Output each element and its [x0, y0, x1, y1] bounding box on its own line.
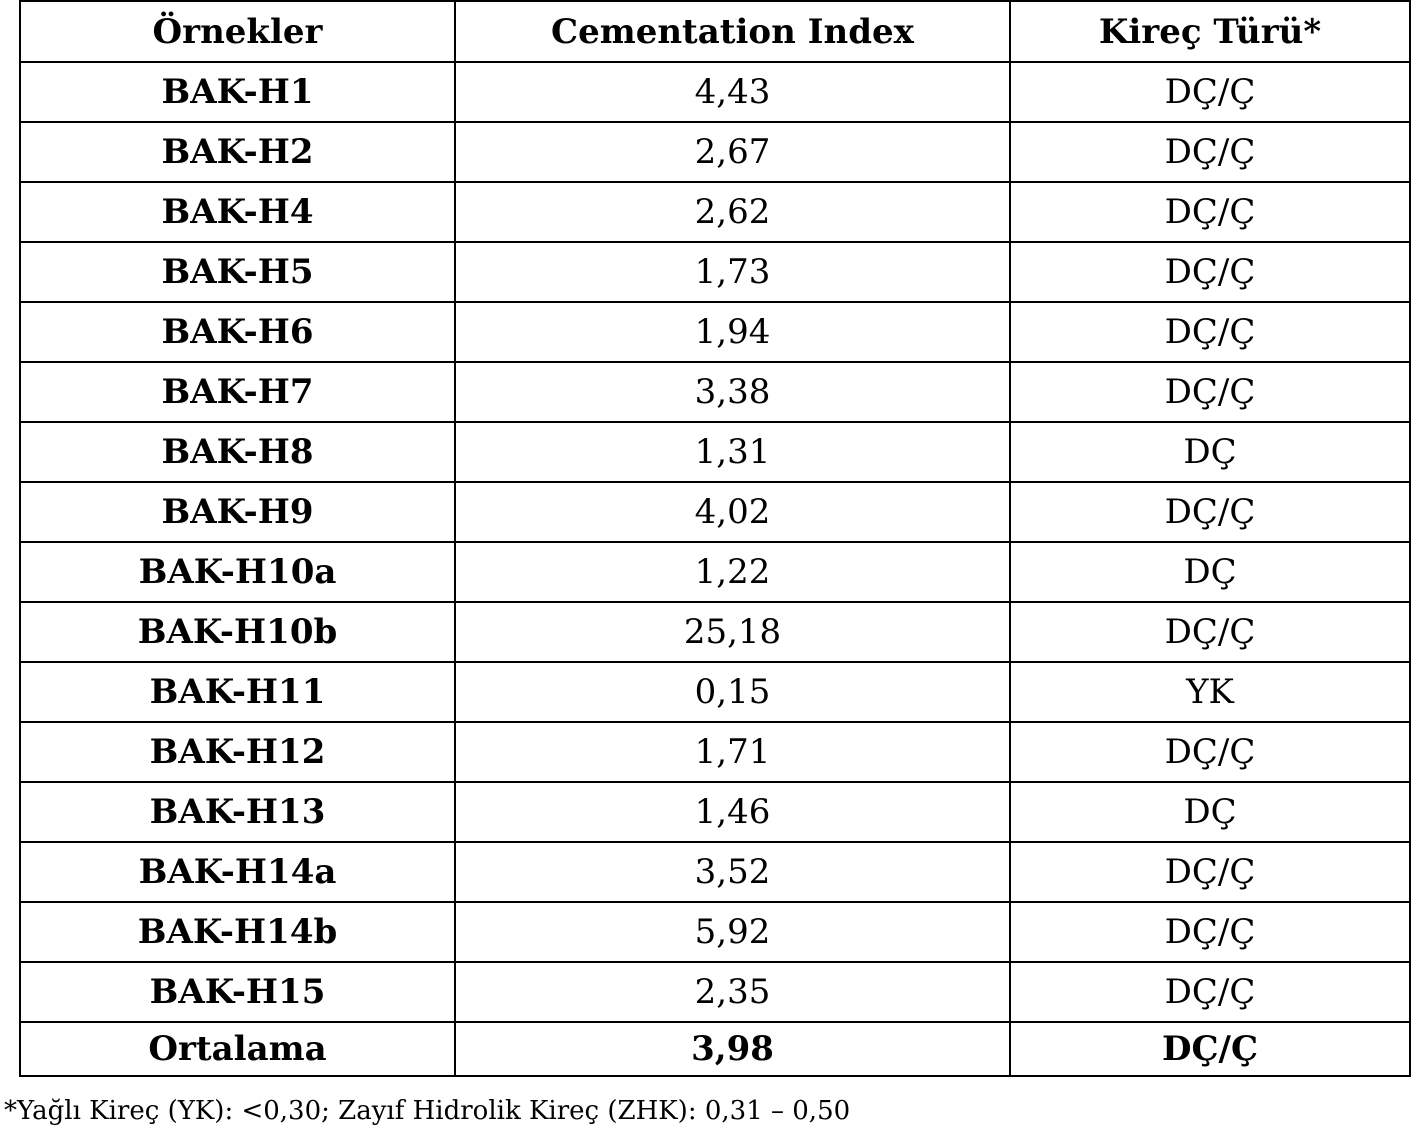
cementation-index-cell: 2,35 — [455, 962, 1010, 1022]
lime-type-cell: DÇ/Ç — [1010, 602, 1410, 662]
cementation-index-cell: 1,94 — [455, 302, 1010, 362]
lime-type-cell: DÇ/Ç — [1010, 182, 1410, 242]
lime-type-cell: DÇ/Ç — [1010, 482, 1410, 542]
table-row — [20, 482, 1410, 542]
lime-type-cell: DÇ/Ç — [1010, 362, 1410, 422]
table-row — [20, 902, 1410, 962]
table-row — [20, 962, 1410, 1022]
cementation-table — [19, 0, 1411, 1077]
table-row — [20, 842, 1410, 902]
lime-type-cell: DÇ — [1010, 422, 1410, 482]
average-row — [20, 1022, 1410, 1076]
table-row — [20, 62, 1410, 122]
sample-name-cell: BAK-H1 — [20, 62, 455, 122]
sample-name-cell: BAK-H15 — [20, 962, 455, 1022]
table-body — [20, 62, 1410, 1022]
lime-type-cell: DÇ/Ç — [1010, 902, 1410, 962]
lime-type-cell: DÇ — [1010, 782, 1410, 842]
cementation-index-cell: 4,02 — [455, 482, 1010, 542]
table-row — [20, 422, 1410, 482]
cementation-index-cell: 2,67 — [455, 122, 1010, 182]
table-row — [20, 182, 1410, 242]
sample-name-cell: BAK-H8 — [20, 422, 455, 482]
sample-name-cell: BAK-H13 — [20, 782, 455, 842]
table-row — [20, 662, 1410, 722]
cementation-index-cell: 1,73 — [455, 242, 1010, 302]
header-samples: Örnekler — [20, 1, 455, 62]
sample-name-cell: BAK-H12 — [20, 722, 455, 782]
cementation-index-cell: 25,18 — [455, 602, 1010, 662]
cementation-index-cell: 3,52 — [455, 842, 1010, 902]
table-footnote: *Yağlı Kireç (YK): <0,30; Zayıf Hidrolik Kireç (ZHK): 0,31 – 0,50 — [4, 1096, 851, 1126]
sample-name-cell: BAK-H10a — [20, 542, 455, 602]
table-row — [20, 542, 1410, 602]
cementation-index-cell: 0,15 — [455, 662, 1010, 722]
table-row — [20, 722, 1410, 782]
average-label: Ortalama — [20, 1022, 455, 1076]
cementation-index-cell: 5,92 — [455, 902, 1010, 962]
cementation-index-cell: 4,43 — [455, 62, 1010, 122]
lime-type-cell: DÇ/Ç — [1010, 122, 1410, 182]
sample-name-cell: BAK-H4 — [20, 182, 455, 242]
cementation-index-cell: 1,71 — [455, 722, 1010, 782]
lime-type-cell: DÇ/Ç — [1010, 302, 1410, 362]
table-row — [20, 602, 1410, 662]
lime-type-cell: DÇ/Ç — [1010, 62, 1410, 122]
sample-name-cell: BAK-H10b — [20, 602, 455, 662]
sample-name-cell: BAK-H14a — [20, 842, 455, 902]
cementation-table-container — [19, 0, 1409, 1077]
cementation-index-cell: 1,22 — [455, 542, 1010, 602]
lime-type-cell: YK — [1010, 662, 1410, 722]
sample-name-cell: BAK-H5 — [20, 242, 455, 302]
table-row — [20, 782, 1410, 842]
lime-type-cell: DÇ/Ç — [1010, 242, 1410, 302]
lime-type-cell: DÇ/Ç — [1010, 722, 1410, 782]
sample-name-cell: BAK-H11 — [20, 662, 455, 722]
cementation-index-cell: 3,38 — [455, 362, 1010, 422]
header-lime-type: Kireç Türü* — [1010, 1, 1410, 62]
sample-name-cell: BAK-H7 — [20, 362, 455, 422]
lime-type-cell: DÇ/Ç — [1010, 962, 1410, 1022]
average-value: 3,98 — [455, 1022, 1010, 1076]
average-type: DÇ/Ç — [1010, 1022, 1410, 1076]
lime-type-cell: DÇ/Ç — [1010, 842, 1410, 902]
sample-name-cell: BAK-H6 — [20, 302, 455, 362]
sample-name-cell: BAK-H14b — [20, 902, 455, 962]
lime-type-cell: DÇ — [1010, 542, 1410, 602]
sample-name-cell: BAK-H2 — [20, 122, 455, 182]
header-cementation-index: Cementation Index — [455, 1, 1010, 62]
cementation-index-cell: 1,31 — [455, 422, 1010, 482]
table-header-row — [20, 1, 1410, 62]
table-row — [20, 122, 1410, 182]
table-row — [20, 302, 1410, 362]
table-row — [20, 242, 1410, 302]
cementation-index-cell: 2,62 — [455, 182, 1010, 242]
table-row — [20, 362, 1410, 422]
cementation-index-cell: 1,46 — [455, 782, 1010, 842]
sample-name-cell: BAK-H9 — [20, 482, 455, 542]
